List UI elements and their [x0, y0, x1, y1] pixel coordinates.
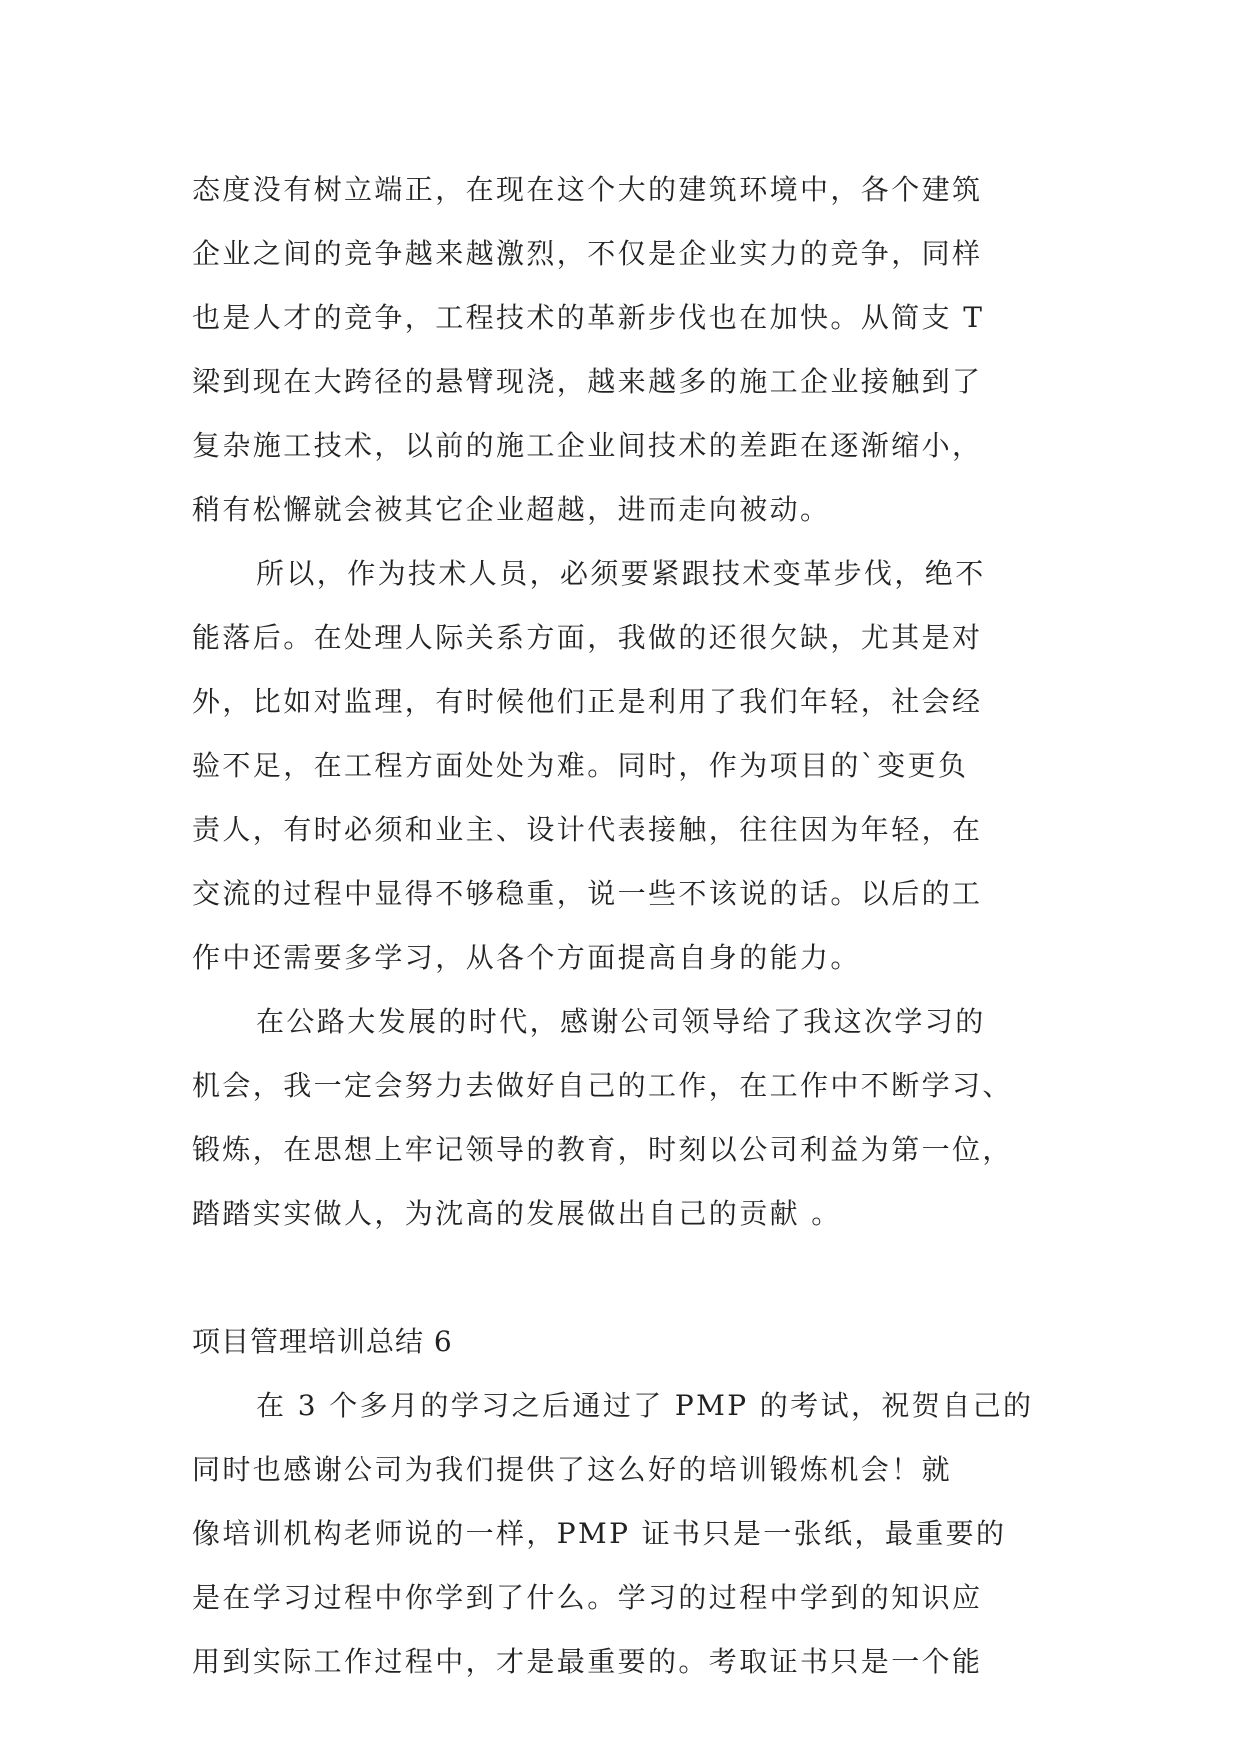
text-line: 复杂施工技术，以前的施工企业间技术的差距在逐渐缩小， — [192, 429, 983, 462]
text-line: 在 3 个多月的学习之后通过了 PMP 的考试，祝贺自己的 — [256, 1389, 1034, 1422]
text-line: 企业之间的竞争越来越激烈，不仅是企业实力的竞争，同样 — [192, 237, 983, 270]
text-line: 责人，有时必须和业主、设计代表接触，往往因为年轻，在 — [192, 813, 983, 846]
text-line: 态度没有树立端正，在现在这个大的建筑环境中，各个建筑 — [192, 173, 983, 206]
text-line: 同时也感谢公司为我们提供了这么好的培训锻炼机会！就 — [192, 1453, 953, 1486]
text-line: 锻炼，在思想上牢记领导的教育，时刻以公司利益为第一位， — [192, 1133, 1013, 1166]
text-line: 用到实际工作过程中，才是最重要的。考取证书只是一个能 — [192, 1645, 983, 1678]
section-heading: 项目管理培训总结 6 — [192, 1325, 453, 1358]
text-line: 在公路大发展的时代，感谢公司领导给了我这次学习的 — [256, 1005, 986, 1038]
paragraph — [192, 158, 1072, 542]
paragraph — [192, 990, 1072, 1246]
text-line: 也是人才的竞争，工程技术的革新步伐也在加快。从简支 T — [192, 301, 985, 334]
text-line: 梁到现在大跨径的悬臂现浇，越来越多的施工企业接触到了 — [192, 365, 983, 398]
text-line: 所以，作为技术人员，必须要紧跟技术变革步伐，绝不 — [256, 557, 986, 590]
text-line: 稍有松懈就会被其它企业超越，进而走向被动。 — [192, 493, 831, 526]
text-line: 能落后。在处理人际关系方面，我做的还很欠缺，尤其是对 — [192, 621, 983, 654]
text-line: 外，比如对监理，有时候他们正是利用了我们年轻，社会经 — [192, 685, 983, 718]
text-line: 踏踏实实做人，为沈高的发展做出自己的贡献 。 — [192, 1197, 842, 1230]
paragraph — [192, 542, 1072, 990]
text-line: 作中还需要多学习，从各个方面提高自身的能力。 — [192, 941, 861, 974]
text-line: 像培训机构老师说的一样，PMP 证书只是一张纸，最重要的 — [192, 1517, 1007, 1550]
text-line: 验不足，在工程方面处处为难。同时，作为项目的`变更负 — [192, 749, 969, 782]
text-line: 机会，我一定会努力去做好自己的工作，在工作中不断学习、 — [192, 1069, 1013, 1102]
paragraph — [192, 1374, 1072, 1694]
text-line: 是在学习过程中你学到了什么。学习的过程中学到的知识应 — [192, 1581, 983, 1614]
document-body — [192, 158, 1072, 1694]
blank-line — [192, 1246, 1072, 1310]
text-line: 交流的过程中显得不够稳重，说一些不该说的话。以后的工 — [192, 877, 983, 910]
